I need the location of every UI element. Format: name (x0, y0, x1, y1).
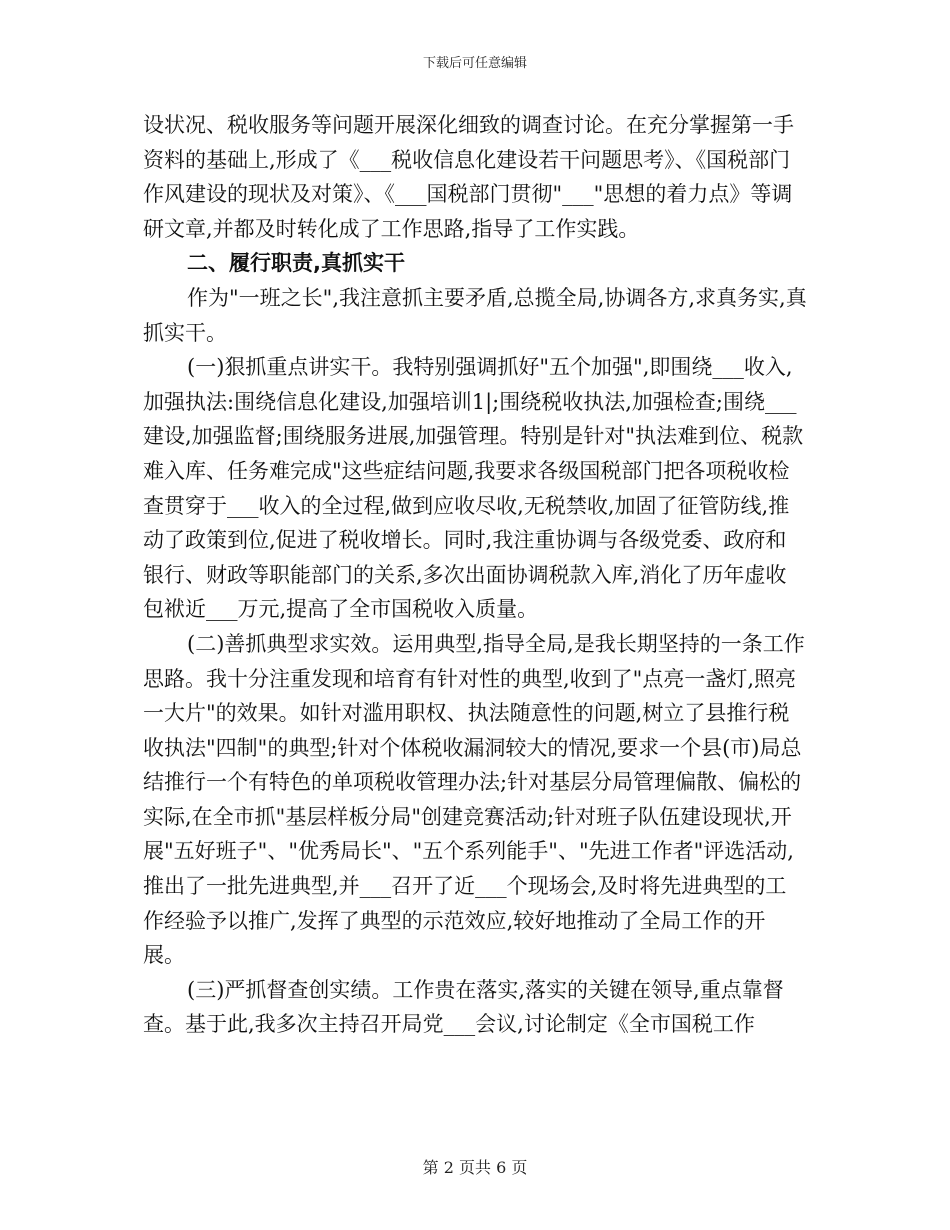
paragraph-research: 设状况、税收服务等问题开展深化细致的调查讨论。在充分掌握第一手资料的基础上,形成了《___税收信息化建设若干问题思考》、《国税部门作风建设的现状及对策》、《___国税部门贯彻"___"思想的着力点》等调研文章,并都及时转化成了工作思路,指导了工作实践。 (143, 113, 794, 241)
document-body (143, 108, 807, 1042)
page-header: 下载后可任意编辑 (422, 56, 527, 71)
paragraph-focus: (一)狠抓重点讲实干。我特别强调抓好"五个加强",即围绕___收入,加强执法:围绕信息化建设,加强培训1|;围绕税收执法,加强检查;围绕___建设,加强监督;围绕服务进展,加强管理。特别是针对"执法难到位、税款难入库、任务难完成"这些症结问题,我要求各级国税部门把各项税收检查贯穿于___收入的全过程,做到应收尽收,无税禁收,加固了征管防线,推动了政策到位,促进了税收增长。同时,我注重协调与各级党委、政府和银行、财政等职能部门的关系,多次出面协调税款入库,消化了历年虚收包袱近___万元,提高了全市国税收入质量。 (143, 355, 804, 622)
paragraph-supervision: (三)严抓督查创实绩。工作贵在落实,落实的关键在领导,重点靠督查。基于此,我多次主持召开局党___会议,讨论制定《全市国税工作 (143, 977, 784, 1037)
paragraph-models: (二)善抓典型求实效。运用典型,指导全局,是我长期坚持的一条工作思路。我十分注重发现和培育有针对性的典型,收到了"点亮一盏灯,照亮一大片"的效果。如针对滥用职权、执法随意性的问题,树立了县推行税收执法"四制"的典型;针对个体税收漏洞较大的情况,要求一个县(市)局总结推行一个有特色的单项税收管理办法;针对基层分局管理偏散、偏松的实际,在全市抓"基层样板分局"创建竞赛活动;针对班子队伍建设现状,开展"五好班子"、"优秀局长"、"五个系列能手"、"先进工作者"评选活动,推出了一批先进典型,并___召开了近___个现场会,及时将先进典型的工作经验予以推广,发挥了典型的示范效应,较好地推动了全局工作的开展。 (143, 631, 805, 968)
page-footer: 第 2 页共 6 页 (422, 1158, 528, 1177)
section-heading: 二、履行职责,真抓实干 (187, 251, 405, 276)
paragraph-intro: 作为"一班之长",我注意抓主要矛盾,总揽全局,协调各方,求真务实,真抓实干。 (143, 285, 807, 345)
